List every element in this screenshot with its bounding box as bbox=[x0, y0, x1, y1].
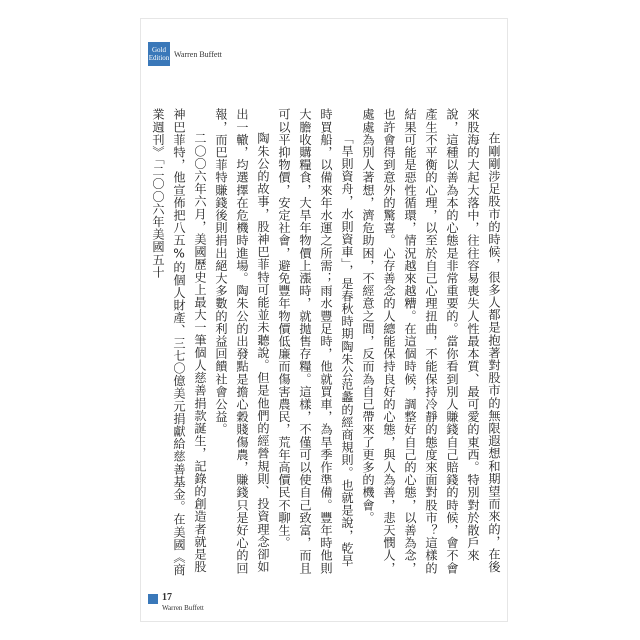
gold-edition-badge bbox=[148, 42, 170, 66]
page-footer bbox=[148, 592, 204, 612]
paragraph-3: 陶朱公的故事，股神巴菲特可能並未聽說。但是他們的經營規則、投資理念卻如出一轍，均選擇在危機時進場。陶朱公的出發點是擔心穀賤傷農，賺錢只是好心的回報，而巴菲特賺錢後則捐出絕大多數的利益回饋社會公益。 bbox=[214, 108, 270, 575]
footer-author-name: Warren Buffett bbox=[162, 604, 204, 612]
header-author-name: Warren Buffett bbox=[174, 49, 222, 59]
paragraph-2: 「旱則資舟，水則資車」，是春秋時期陶朱公范蠡的經商規則。也就是說，乾旱時買船，以備來年水運之所需；雨水豐足時，他就買車，為旱季作準備。豐年時他則大膽收購糧食，大旱年物價上漲時，就拋售存糧。這樣，不僅可以使自己致富，而且可以平抑物價，安定社會，避免豐年物價低廉而傷害農民，荒年高價民不聊生。 bbox=[277, 108, 354, 575]
page-marker-square bbox=[148, 594, 158, 604]
header-brand bbox=[148, 42, 222, 66]
footer-text bbox=[162, 592, 204, 612]
paragraph-4: 二〇〇六年六月，美國歷史上最大一筆個人慈善捐款誕生，記錄的創造者就是股神巴菲特，他宣佈把八五%的個人財產、三七〇億美元捐獻給慈善基金。在美國《商業週刊》「二〇〇六年美國五十 bbox=[151, 108, 207, 576]
badge-line-1: Gold bbox=[152, 46, 166, 54]
paragraph-1: 在剛剛涉足股市的時候，很多人都是抱著對股市的無限遐想和期望而來的，在後來股海的大起大落中，往往容易喪失人性最本質、最可愛的東西。特別對於散戶來說，這種以善為本的心態是非常重要的。當你看到別人賺錢自己賠錢的時候，會不會產生不平衡的心理，以至於自己心理扭曲，不能保持冷靜的態度來面對股市？這樣的結果可能是惡性循環，情況越來越糟。在這個時候，調整好自己的心態，以善為念，也許會得到意外的驚喜。心存善念的人總能保持良好的心態，與人為善，悲天憫人，處處為別人著想，濟危助困，不經意之間，反而為自己帶來了更多的機會。 bbox=[361, 108, 501, 575]
page-number: 17 bbox=[162, 592, 172, 603]
body-text bbox=[151, 108, 504, 578]
badge-line-2: Edition bbox=[148, 54, 170, 62]
